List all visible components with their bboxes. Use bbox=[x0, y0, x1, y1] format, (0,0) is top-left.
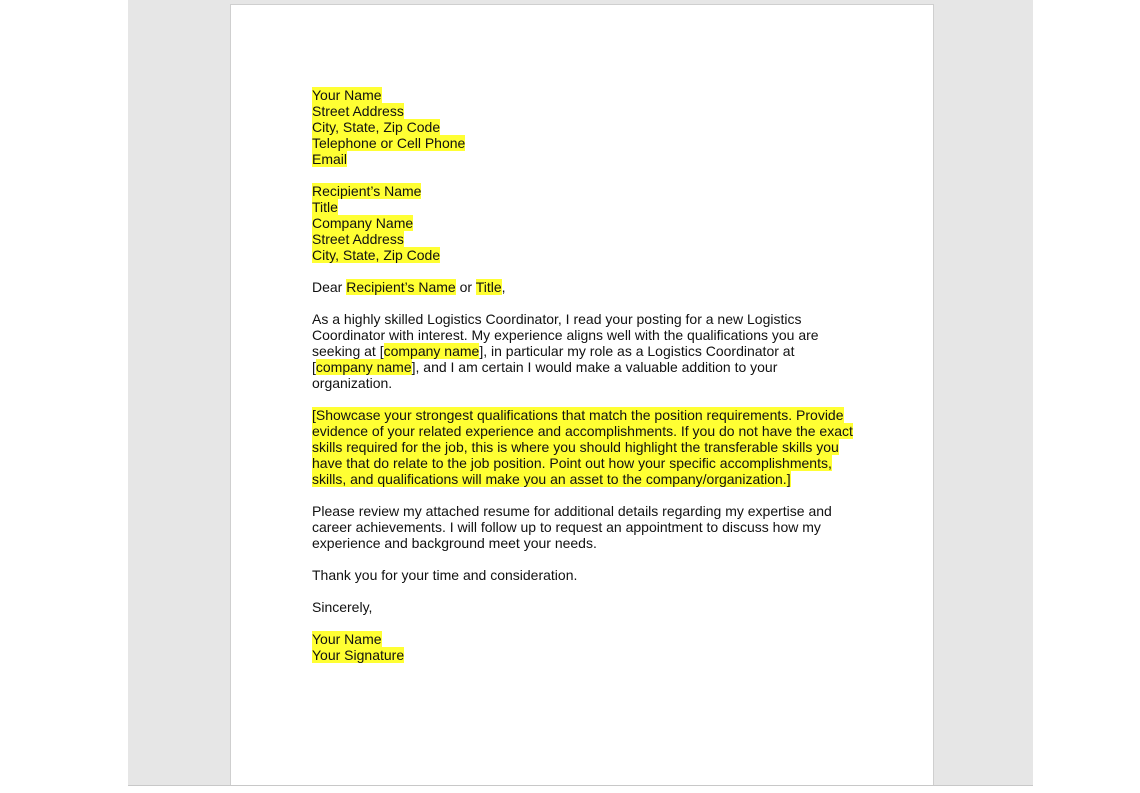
qual-line-1: [Showcase your strongest qualifications that match the position requirements. Provide bbox=[312, 407, 844, 423]
signoff-line: Sincerely, bbox=[312, 599, 373, 615]
intro-line-4b: ], and I am certain I would make a valuable addition to your bbox=[411, 359, 778, 375]
thanks-paragraph bbox=[312, 567, 857, 583]
intro-line-5: organization. bbox=[312, 375, 393, 391]
sender-phone: Telephone or Cell Phone bbox=[312, 135, 466, 151]
document-viewer bbox=[128, 0, 1033, 786]
recipient-street: Street Address bbox=[312, 231, 404, 247]
salutation-name: Recipient’s Name bbox=[346, 279, 456, 295]
sender-name: Your Name bbox=[312, 87, 382, 103]
intro-line-2: Coordinator with interest. My experience aligns well with the qualifications you are bbox=[312, 327, 819, 343]
closing-line-3: experience and background meet your needs. bbox=[312, 535, 597, 551]
closing-line-2: career achievements. I will follow up to request an appointment to discuss how my bbox=[312, 519, 821, 535]
closing-line-1: Please review my attached resume for additional details regarding my expertise and bbox=[312, 503, 832, 519]
company-name-placeholder-1: company name bbox=[383, 343, 480, 359]
closing-paragraph bbox=[312, 503, 857, 551]
sender-city: City, State, Zip Code bbox=[312, 119, 441, 135]
recipient-address bbox=[312, 183, 857, 263]
recipient-name: Recipient’s Name bbox=[312, 183, 422, 199]
qual-line-3: skills required for the job, this is where you should highlight the transferable skills you bbox=[312, 439, 839, 455]
recipient-city: City, State, Zip Code bbox=[312, 247, 441, 263]
salutation-comma: , bbox=[501, 279, 506, 295]
intro-line-3b: ], in particular my role as a Logistics Coordinator at bbox=[479, 343, 795, 359]
salutation-dear: Dear bbox=[312, 279, 343, 295]
signature-name: Your Name bbox=[312, 631, 382, 647]
recipient-title: Title bbox=[312, 199, 338, 215]
recipient-company: Company Name bbox=[312, 215, 414, 231]
qual-line-5: skills, and qualifications will make you an asset to the company/organization.] bbox=[312, 471, 791, 487]
salutation-title: Title bbox=[475, 279, 502, 295]
qual-line-4: have that do relate to the job position. Point out how your specific accomplishments, bbox=[312, 455, 832, 471]
qual-line-2: evidence of your related experience and accomplishments. If you do not have the exact bbox=[312, 423, 853, 439]
intro-paragraph bbox=[312, 311, 857, 391]
signoff bbox=[312, 599, 857, 615]
qualifications-paragraph bbox=[312, 407, 857, 487]
letter-content bbox=[312, 87, 857, 679]
intro-line-4a: [ bbox=[312, 359, 316, 375]
salutation-or: or bbox=[459, 279, 473, 295]
thanks-line: Thank you for your time and consideration. bbox=[312, 567, 578, 583]
intro-line-1: As a highly skilled Logistics Coordinator, I read your posting for a new Logistics bbox=[312, 311, 802, 327]
sender-address bbox=[312, 87, 857, 167]
signature-block bbox=[312, 631, 857, 663]
company-name-placeholder-2: company name bbox=[315, 359, 412, 375]
intro-line-3a: seeking at [ bbox=[312, 343, 384, 359]
signature-sig: Your Signature bbox=[312, 647, 405, 663]
salutation bbox=[312, 279, 857, 295]
sender-email: Email bbox=[312, 151, 348, 167]
document-page bbox=[230, 4, 934, 785]
sender-street: Street Address bbox=[312, 103, 404, 119]
